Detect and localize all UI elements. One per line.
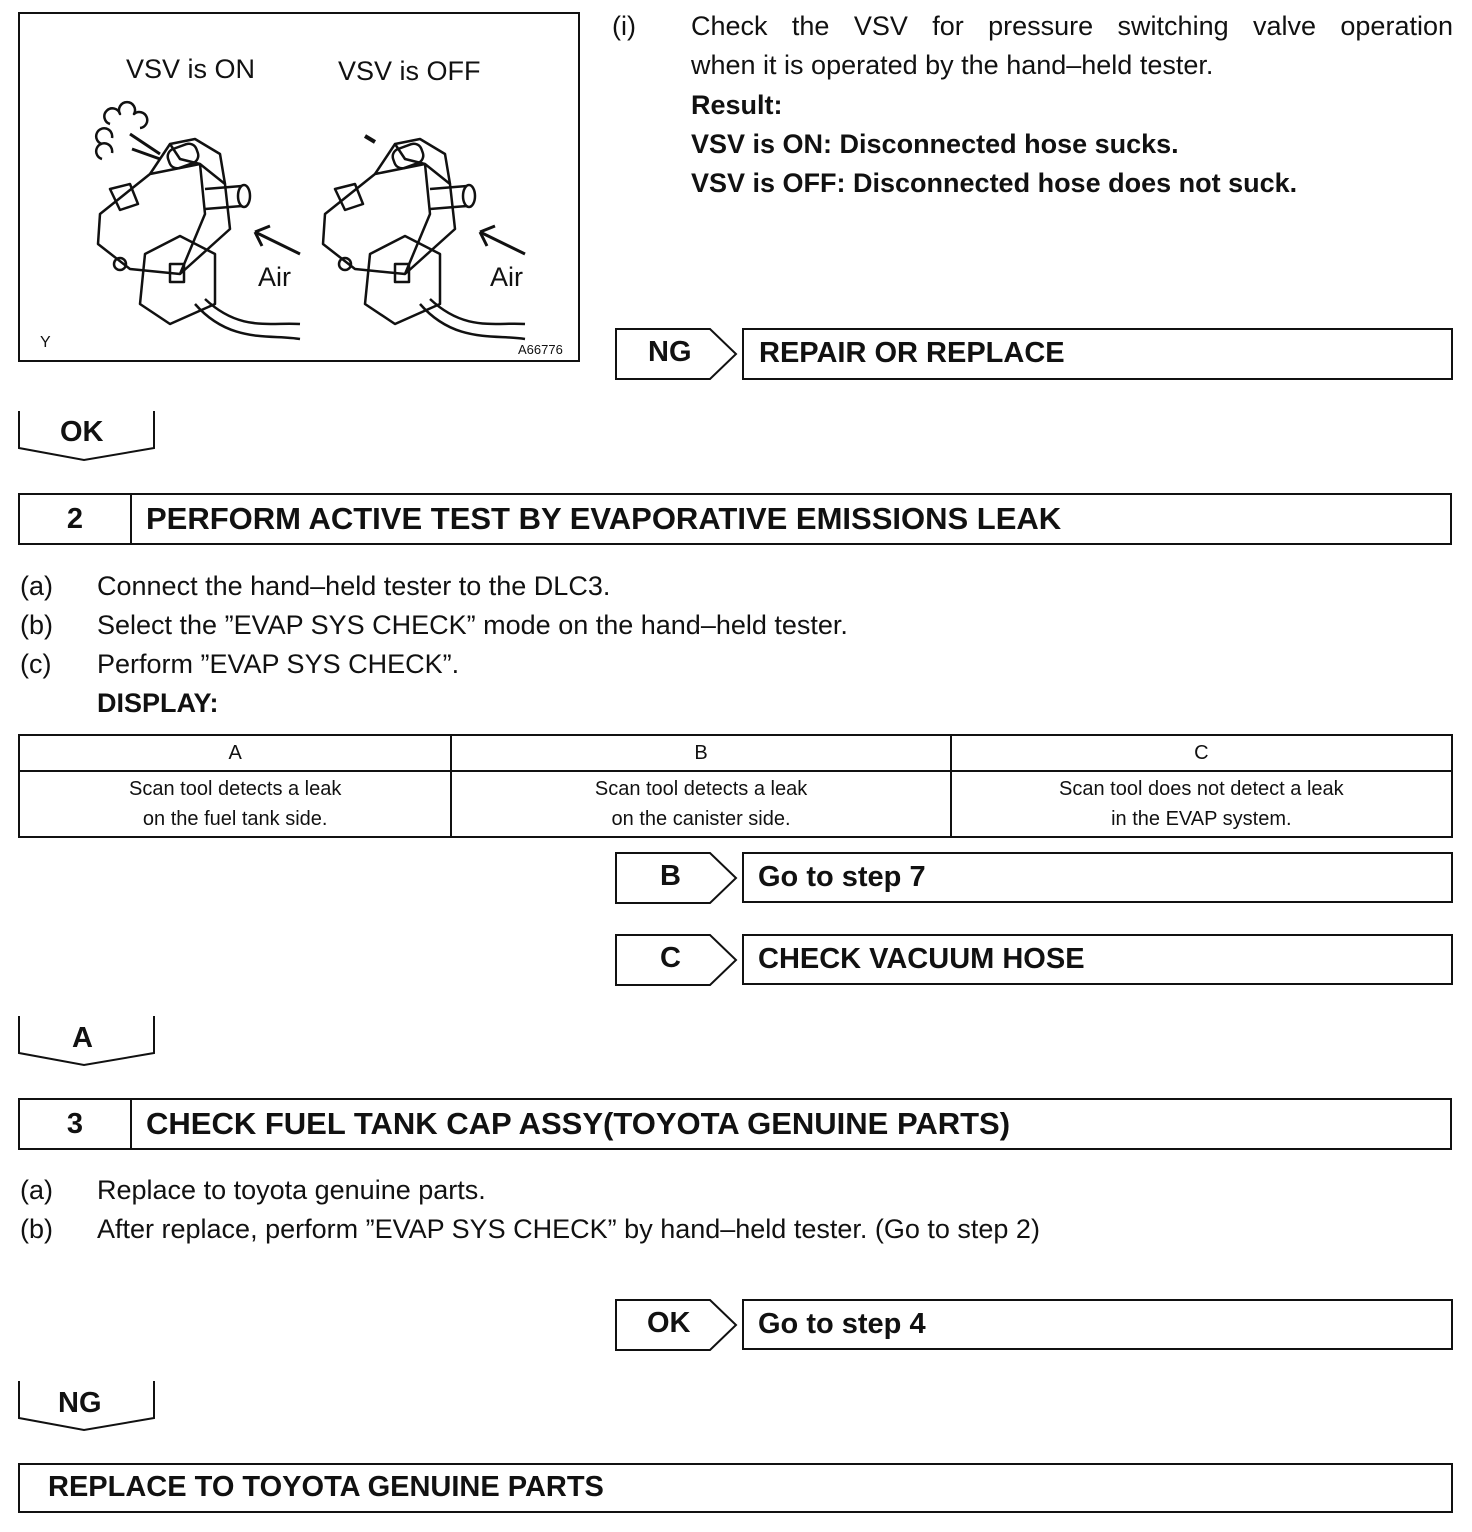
- display-table: [18, 734, 1453, 838]
- table-cell-c: [951, 771, 1452, 837]
- ng-tab-label: NG: [58, 1387, 102, 1419]
- label-air-left: Air: [258, 262, 291, 292]
- vsv-illustration: [18, 12, 580, 362]
- cell-c-line1: Scan tool does not detect a leak: [1059, 778, 1344, 800]
- a-tab-label: A: [72, 1022, 93, 1054]
- cell-a-line2: on the fuel tank side.: [142, 808, 328, 830]
- cell-c-line2: in the EVAP system.: [1111, 808, 1292, 830]
- step-2-number: 2: [20, 495, 132, 543]
- step-2-a-text: Connect the hand–held tester to the DLC3.: [97, 571, 611, 601]
- table-cell-a: [19, 771, 451, 837]
- table-header-c: C: [951, 735, 1452, 771]
- vsv-on-drawing: [96, 102, 300, 339]
- cell-b-line2: on the canister side.: [611, 808, 791, 830]
- go-to-step-7-text: Go to step 7: [758, 861, 926, 893]
- ng-tag-label: NG: [648, 336, 692, 368]
- step-i-line1: Check the VSV for pressure switching valve operation: [691, 11, 1453, 41]
- go-to-step-4-box: [742, 1299, 1453, 1350]
- step-2-b-text: Select the ”EVAP SYS CHECK” mode on the hand–held tester.: [97, 610, 848, 640]
- step-2-c-text: Perform ”EVAP SYS CHECK”.: [97, 649, 460, 679]
- table-row: [19, 771, 1452, 837]
- b-tag-label: B: [660, 860, 681, 892]
- step-2-title: PERFORM ACTIVE TEST BY EVAPORATIVE EMISSIONS LEAK: [146, 501, 1062, 536]
- check-vacuum-hose-box: [742, 934, 1453, 985]
- cell-a-line1: Scan tool detects a leak: [129, 778, 342, 800]
- check-vacuum-hose-text: CHECK VACUUM HOSE: [758, 943, 1085, 975]
- step-i-line2: when it is operated by the hand–held tester.: [691, 50, 1214, 80]
- label-air-right: Air: [490, 262, 523, 292]
- step-2-b-marker: (b): [20, 610, 53, 640]
- ok-tab-label: OK: [60, 416, 104, 448]
- table-header-row: [19, 735, 1452, 771]
- step-3-number: 3: [20, 1100, 132, 1148]
- ok-tag-label: OK: [647, 1307, 691, 1339]
- result-label: Result:: [691, 90, 783, 120]
- step-3-a-marker: (a): [20, 1175, 53, 1205]
- cell-b-line1: Scan tool detects a leak: [594, 778, 808, 800]
- label-vsv-off: VSV is OFF: [338, 56, 481, 86]
- figure-id: A66776: [518, 342, 563, 357]
- step-3-header: [18, 1098, 1452, 1150]
- table-header-b: B: [451, 735, 950, 771]
- step-3-a-text: Replace to toyota genuine parts.: [97, 1175, 486, 1205]
- step-2-a-marker: (a): [20, 571, 53, 601]
- result-vsv-off: VSV is OFF: Disconnected hose does not suck.: [691, 168, 1298, 198]
- repair-or-replace-box: [742, 328, 1453, 380]
- vsv-drawings: [20, 14, 578, 360]
- step-3-title: CHECK FUEL TANK CAP ASSY(TOYOTA GENUINE PARTS): [146, 1106, 1011, 1141]
- figure-corner-letter: Y: [40, 334, 51, 351]
- table-header-a: A: [19, 735, 451, 771]
- replace-genuine-parts-box: [18, 1463, 1453, 1513]
- go-to-step-7-box: [742, 852, 1453, 903]
- c-tag-label: C: [660, 942, 681, 974]
- display-label: DISPLAY:: [97, 688, 219, 718]
- step-3-b-text: After replace, perform ”EVAP SYS CHECK” by hand–held tester. (Go to step 2): [97, 1214, 1040, 1244]
- step-i-marker: (i): [612, 11, 636, 41]
- table-cell-b: [451, 771, 950, 837]
- label-vsv-on: VSV is ON: [126, 54, 256, 84]
- step-3-b-marker: (b): [20, 1214, 53, 1244]
- repair-or-replace-text: REPAIR OR REPLACE: [759, 337, 1065, 369]
- step-2-header: [18, 493, 1452, 545]
- result-vsv-on: VSV is ON: Disconnected hose sucks.: [691, 129, 1179, 159]
- replace-genuine-parts-text: REPLACE TO TOYOTA GENUINE PARTS: [48, 1471, 604, 1503]
- go-to-step-4-text: Go to step 4: [758, 1308, 926, 1340]
- vsv-off-drawing: [323, 136, 525, 339]
- step-2-c-marker: (c): [20, 649, 52, 679]
